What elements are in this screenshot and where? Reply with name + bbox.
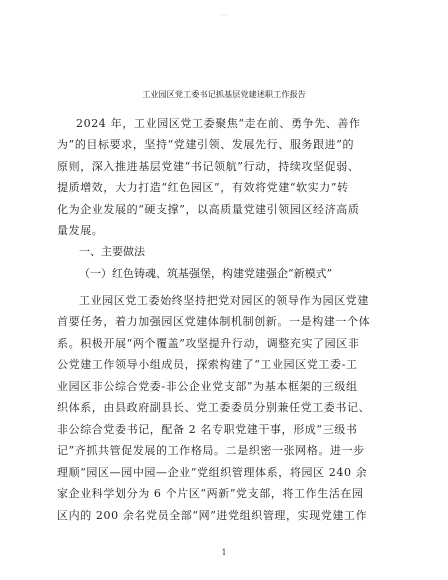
paragraph-line: 为”的目标要求，坚持“党建引领、发展先行、服务跟进”的 — [57, 138, 355, 151]
promo-banner-line-1 — [0, 11, 448, 20]
paragraph-line: 工业园区党工委始终坚持把党对园区的领导作为园区党建 — [79, 294, 369, 307]
page-number: 1 — [221, 548, 227, 557]
promo-banner-line-2 — [0, 24, 448, 33]
paragraph-line: 理顺“园区—园中园—企业”党组织管理体系，将园区 240 余 — [57, 466, 368, 479]
paragraph-line: 家企业科学划分为 6 个片区“两新”党支部，将工作生活在园 — [57, 487, 364, 500]
paragraph-line: 记”齐抓共管促发展的工作格局。二是织密一张网格。进一步 — [57, 444, 365, 457]
paragraph-line: 2024 年，工业园区党工委聚焦“走在前、勇争先、善作 — [76, 117, 361, 130]
paragraph-line: 织体系，由县政府副县长、党工委委员分别兼任党工委书记、 — [57, 401, 371, 414]
paragraph-line: 首要任务，着力加强园区党建体制机制创新。一是构建一个体 — [57, 315, 371, 328]
subsection-heading: （一）红色铸魂、筑基强堡，构建党建强企“新模式” — [79, 267, 333, 280]
paragraph-line: 量发展。 — [57, 224, 104, 237]
section-heading: 一、主要做法 — [79, 245, 145, 258]
paragraph-line: 化为企业发展的“硬支撑”，以高质量党建引领园区经济高质 — [57, 203, 360, 216]
paragraph-line: 提质增效，大力打造“红色园区”，有效将党建“软实力”转 — [57, 181, 349, 194]
paragraph-line: 非公综合党委书记，配备 2 名专职党建干事，形成“三级书 — [57, 423, 358, 436]
paragraph-line: 业园区非公综合党委-非公企业党支部”为基本框架的三级组 — [57, 380, 358, 393]
paragraph-line: 区内的 200 余名党员全部“网”进党组织管理，实现党建工作 — [57, 509, 368, 522]
paragraph-line: 公党建工作领导小组成员，探索构建了“工业园区党工委-工 — [57, 358, 358, 371]
paragraph-line: 原则，深入推进基层党建“书记领航”行动，持续攻坚促弱、 — [57, 160, 360, 173]
paragraph-line: 系。积极开展“两个覆盖”攻坚提升行动，调整充实了园区非 — [57, 337, 360, 350]
document-title: 工业园区党工委书记抓基层党建述职工作报告 — [142, 89, 306, 99]
